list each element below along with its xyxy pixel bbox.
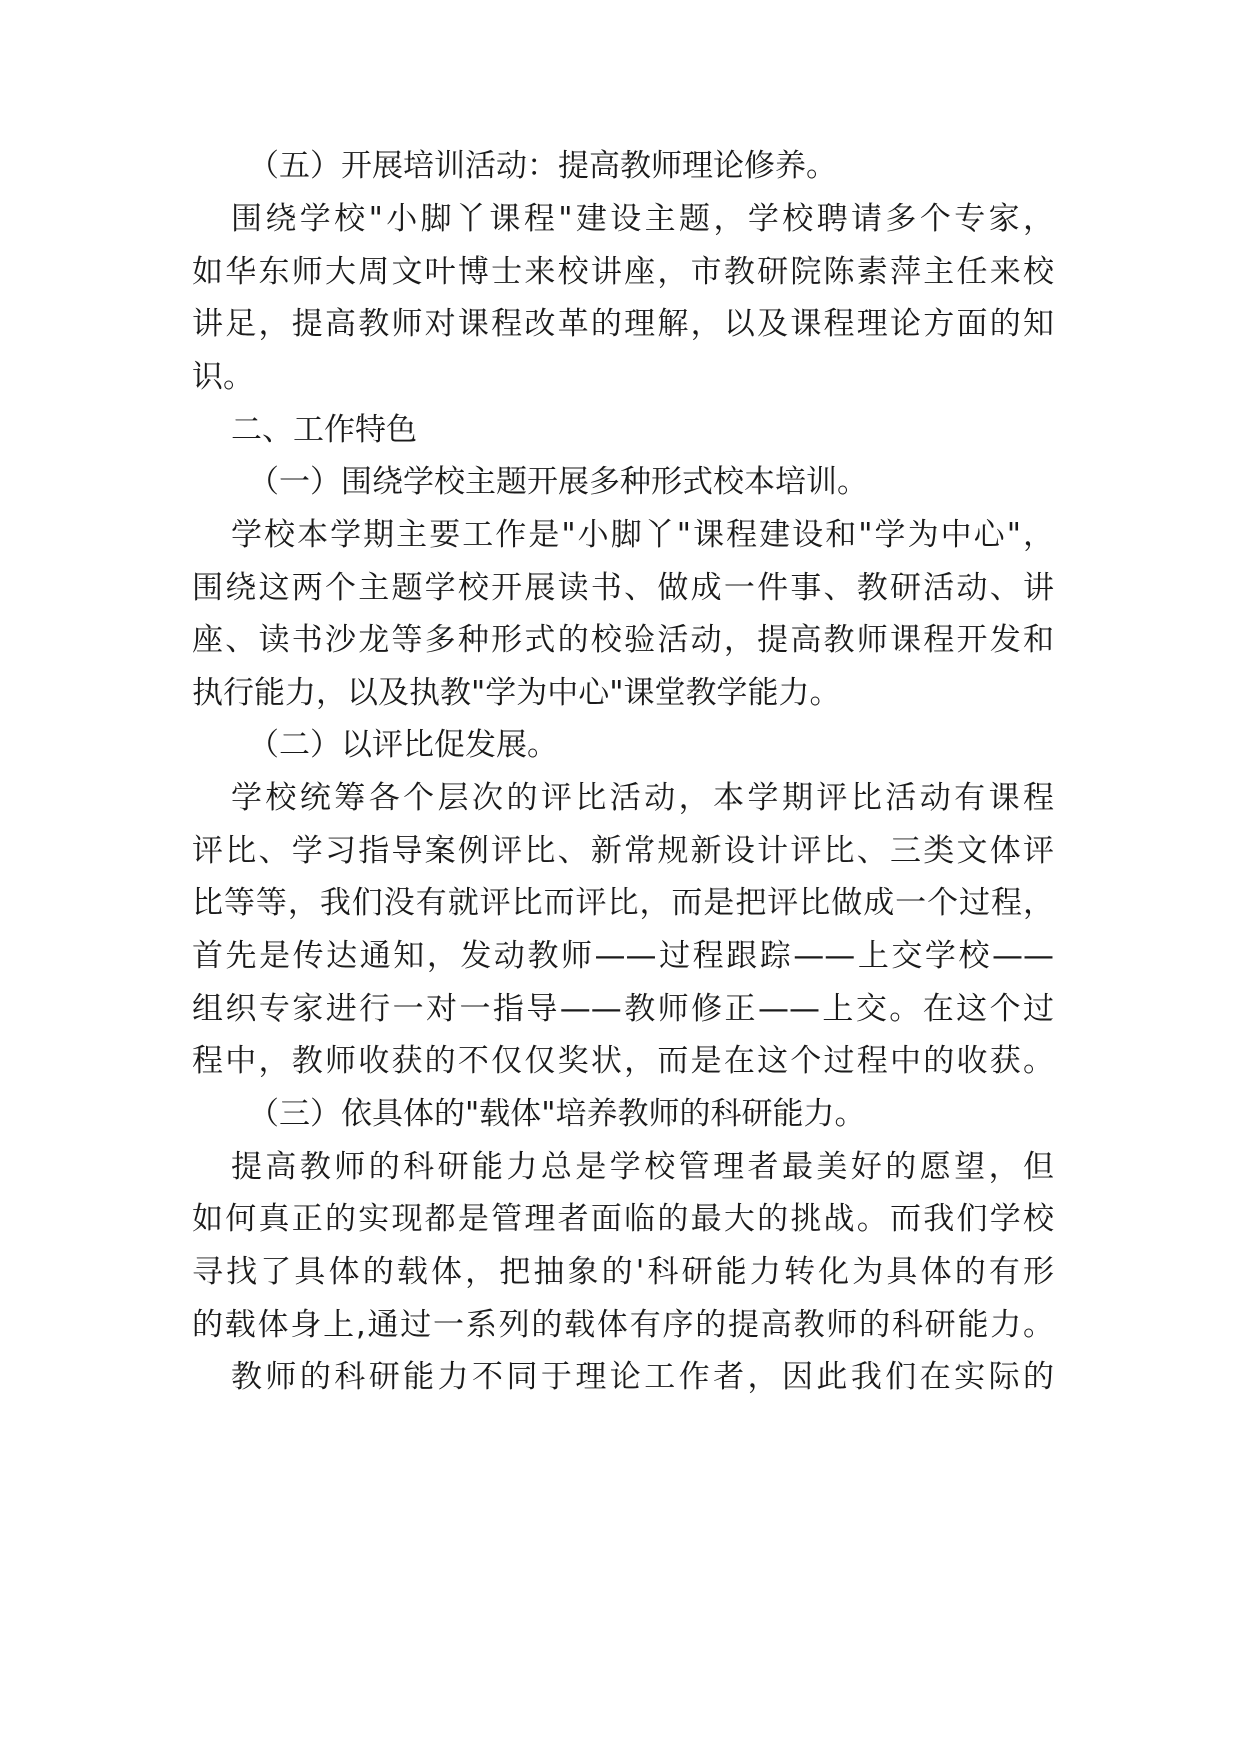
section-heading-two: （二）以评比促发展。: [248, 727, 558, 763]
section-heading-three: （三）依具体的"载体"培养教师的科研能力。: [248, 1096, 866, 1132]
paragraph-line: 围绕这两个主题学校开展读书、做成一件事、教研活动、讲: [192, 570, 1054, 606]
paragraph-line: 围绕学校"小脚丫课程"建设主题，学校聘请多个专家，: [231, 201, 1054, 237]
paragraph-line: 学校本学期主要工作是"小脚丫"课程建设和"学为中心"，: [231, 517, 1054, 553]
section-heading-work-features: 二、工作特色: [231, 412, 417, 448]
paragraph-line: 座、读书沙龙等多种形式的校验活动，提高教师课程开发和: [192, 622, 1054, 658]
paragraph-line: 首先是传达通知，发动教师——过程跟踪——上交学校——: [192, 938, 1054, 974]
paragraph-line: 的载体身上,通过一系列的载体有序的提高教师的科研能力。: [192, 1307, 1054, 1343]
paragraph-line: 比等等，我们没有就评比而评比，而是把评比做成一个过程，: [192, 885, 1054, 921]
paragraph-line: 执行能力，以及执教"学为中心"课堂教学能力。: [192, 675, 841, 711]
section-heading-five: （五）开展培训活动：提高教师理论修养。: [248, 148, 837, 184]
paragraph-line: 识。: [192, 359, 254, 395]
paragraph-line: 提高教师的科研能力总是学校管理者最美好的愿望，但: [231, 1149, 1054, 1185]
paragraph-line: 寻找了具体的载体，把抽象的'科研能力转化为具体的有形: [192, 1254, 1054, 1290]
paragraph-line: 学校统筹各个层次的评比活动，本学期评比活动有课程: [231, 780, 1054, 816]
paragraph-line: 程中，教师收获的不仅仅奖状，而是在这个过程中的收获。: [192, 1043, 1054, 1079]
paragraph-line: 讲足，提高教师对课程改革的理解，以及课程理论方面的知: [192, 306, 1054, 342]
paragraph-line: 评比、学习指导案例评比、新常规新设计评比、三类文体评: [192, 833, 1054, 869]
paragraph-line: 如华东师大周文叶博士来校讲座，市教研院陈素萍主任来校: [192, 254, 1054, 290]
paragraph-line: 如何真正的实现都是管理者面临的最大的挑战。而我们学校: [192, 1201, 1054, 1237]
paragraph-line: 组织专家进行一对一指导——教师修正——上交。在这个过: [192, 991, 1054, 1027]
paragraph-line: 教师的科研能力不同于理论工作者，因此我们在实际的: [231, 1359, 1054, 1395]
section-heading-one: （一）围绕学校主题开展多种形式校本培训。: [248, 464, 868, 500]
